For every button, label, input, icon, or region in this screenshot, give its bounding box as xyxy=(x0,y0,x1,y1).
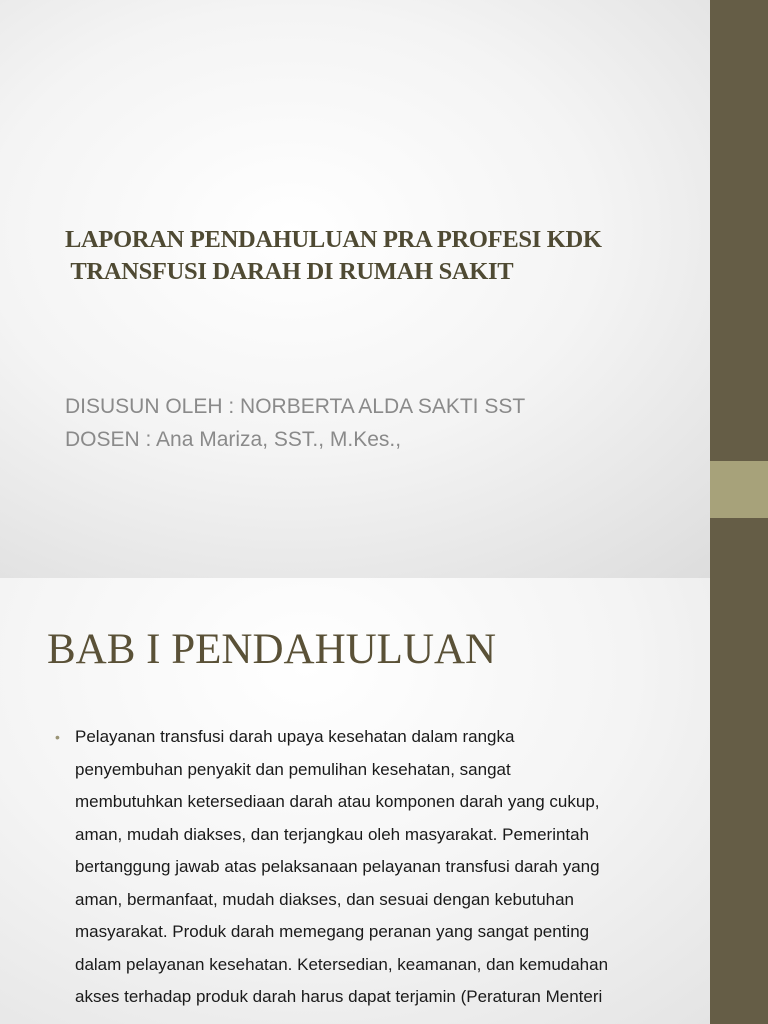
decorative-side-bar-accent xyxy=(710,461,768,518)
paragraph-line: penyembuhan penyakit dan pemulihan kesehatan, sangat xyxy=(75,759,511,779)
paragraph-line: masyarakat. Produk darah memegang peranan yang sangat penting xyxy=(75,922,590,941)
lecturer-line: DOSEN : Ana Mariza, SST., M.Kes., xyxy=(65,428,402,451)
slide-subtitle xyxy=(65,390,685,456)
paragraph-line: bertanggung jawab atas pelaksanaan pelayanan transfusi darah yang xyxy=(75,857,600,876)
bullet-item xyxy=(55,721,665,1014)
paragraph-line: membutuhkan ketersediaan darah atau komponen darah yang cukup, xyxy=(75,792,600,811)
paragraph-line: akses terhadap produk darah harus dapat terjamin (Peraturan Menteri xyxy=(75,987,603,1006)
paragraph-line: Pelayanan transfusi darah upaya kesehatan dalam rangka xyxy=(75,727,515,746)
paragraph-line: aman, bermanfaat, mudah diakses, dan sesuai dengan kebutuhan xyxy=(75,889,575,909)
slide-title xyxy=(65,224,665,288)
paragraph-line: aman, mudah diakses, dan terjangkau oleh masyarakat. Pemerintah xyxy=(75,824,590,844)
author-line: DISUSUN OLEH : NORBERTA ALDA SAKTI SST xyxy=(65,395,526,418)
bullet-paragraph xyxy=(75,721,665,1014)
slide-title-line: TRANSFUSI DARAH DI RUMAH SAKIT xyxy=(65,258,514,285)
content-slide xyxy=(0,578,768,1024)
bullet-icon: • xyxy=(55,729,60,745)
section-heading: BAB I PENDAHULUAN xyxy=(47,626,497,673)
paragraph-line: dalam pelayanan kesehatan. Ketersedian, keamanan, dan kemudahan xyxy=(75,954,609,974)
slide-title-line: LAPORAN PENDAHULUAN PRA PROFESI KDK xyxy=(65,226,602,253)
